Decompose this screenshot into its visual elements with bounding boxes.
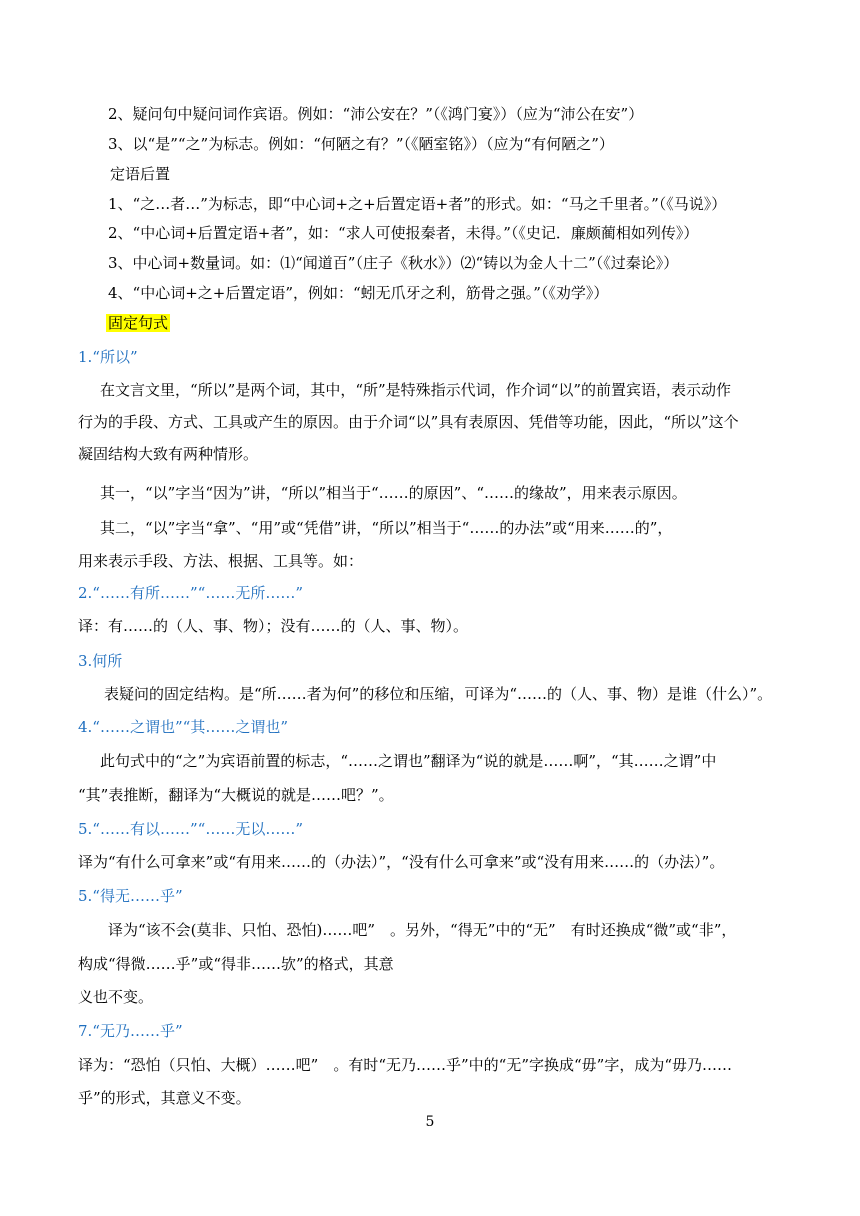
text-line: 译：有……的（人、事、物）；没有……的（人、事、物）。 (78, 617, 469, 635)
highlighted-heading: 固定句式 (108, 314, 169, 332)
text-line: 3、以“是”“之”为标志。例如：“何陋之有？”（《陋室铭》）（应为“有何陋之”） (108, 135, 614, 153)
text-line: 此句式中的“之”为宾语前置的标志，“……之谓也”翻译为“说的就是……啊”，“其……之谓”中 (100, 752, 717, 770)
subheading: 3.何所 (78, 652, 123, 670)
text-line: 译为：“恐怕（只怕、大概）……吧” 。有时“无乃……乎”中的“无”字换成“毋”字，成为“毋乃…… (78, 1056, 733, 1074)
subheading: 4.“……之谓也”“其……之谓也” (78, 718, 288, 736)
text-line: 1、“之…者…”为标志，即“中心词+之+后置定语+者”的形式。如：“马之千里者。”（《马说》） (108, 195, 727, 213)
text-line: 其二，“以”字当“拿”、“用”或“凭借”讲，“所以”相当于“……的办法”或“用来……的”， (100, 519, 673, 537)
text-line: “其”表推断，翻译为“大概说的就是……吧？”。 (78, 786, 394, 804)
text-line: 3、中心词+数量词。如：⑴“闻道百”（庄子《秋水》）⑵“铸以为金人十二”（《过秦论》） (108, 254, 679, 272)
text-line: 凝固结构大致有两种情形。 (78, 445, 259, 463)
text-line: 4、“中心词+之+后置定语”，例如：“蚓无爪牙之利，筋骨之强。”（《劝学》） (108, 284, 609, 302)
text-line: 表疑问的固定结构。是“所……者为何”的移位和压缩，可译为“……的（人、事、物）是谁（什么）”。 (104, 685, 773, 703)
text-line: 行为的手段、方式、工具或产生的原因。由于介词“以”具有表原因、凭借等功能，因此，“所以”这个 (78, 413, 739, 431)
subheading: 5.“得无……乎” (78, 887, 183, 905)
subheading: 1.“所以” (78, 348, 138, 366)
text-line: 译为“该不会(莫非、只怕、恐怕)……吧” 。另外，“得无”中的“无” 有时还换成“微”或“非”， (108, 921, 737, 939)
subheading: 7.“无乃……乎” (78, 1022, 183, 1040)
text-line: 构成“得微……乎”或“得非……欤”的格式，其意 (78, 955, 394, 973)
text-line: 其一，“以”字当“因为”讲，“所以”相当于“……的原因”、“……的缘故”，用来表示原因。 (100, 484, 687, 502)
text-line: 2、“中心词+后置定语+者”，如：“求人可使报秦者，未得。”（《史记．廉颇蔺相如列传》） (108, 224, 699, 242)
text-line: 在文言文里，“所以”是两个词，其中，“所”是特殊指示代词，作介词“以”的前置宾语，表示动作 (100, 381, 732, 399)
page-number: 5 (425, 1114, 435, 1130)
subheading: 2.“……有所……”“……无所……” (78, 584, 303, 602)
text-line: 译为“有什么可拿来”或“有用来……的（办法）”，“没有什么可拿来”或“没有用来……的（办法）”。 (78, 853, 725, 871)
text-line: 2、疑问句中疑问词作宾语。例如：“沛公安在？”（《鸿门宴》）（应为“沛公在安”） (108, 105, 644, 123)
section-heading (106, 313, 170, 333)
text-line: 义也不变。 (78, 988, 154, 1006)
text-line: 乎”的形式，其意义不变。 (78, 1089, 251, 1107)
text-line: 用来表示手段、方法、根据、工具等。如： (78, 552, 364, 570)
text-line: 定语后置 (110, 165, 171, 183)
subheading: 5.“……有以……”“……无以……” (78, 820, 303, 838)
